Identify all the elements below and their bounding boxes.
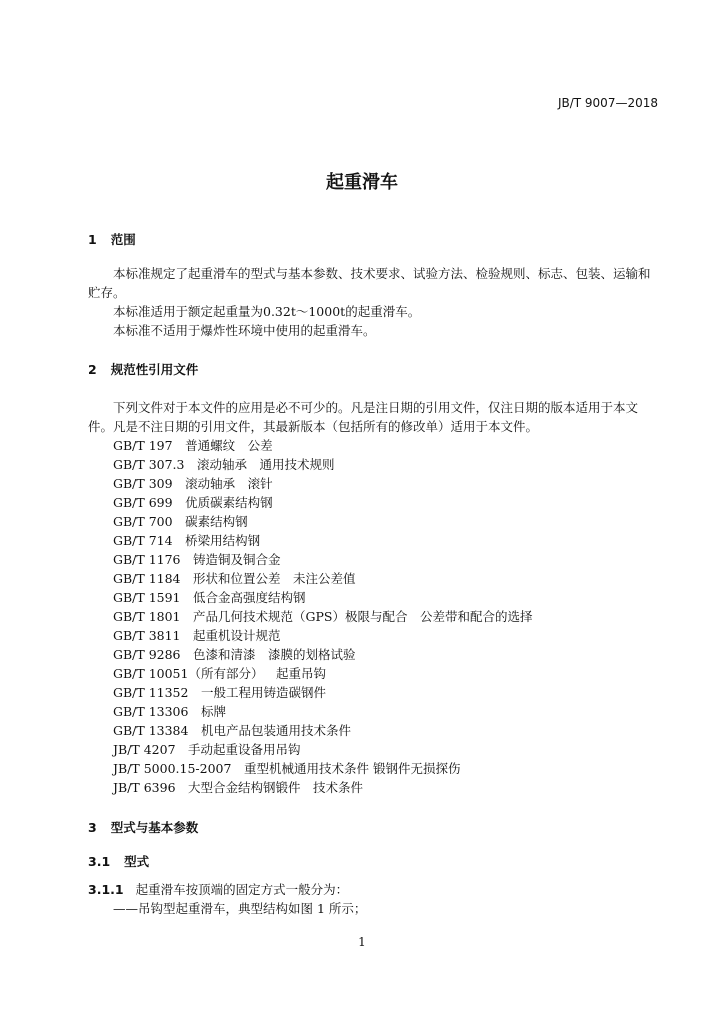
reference-item <box>113 702 533 721</box>
reference-code: GB/T 714 <box>113 533 173 548</box>
section-1-number: 1 <box>88 232 97 247</box>
section-2-intro: 下列文件对于本文件的应用是必不可少的。凡是注日期的引用文件，仅注日期的版本适用于本文件。凡是不注日期的引用文件，其最新版本（包括所有的修改单）适用于本文件。 <box>88 400 639 434</box>
section-2-number: 2 <box>88 362 97 377</box>
reference-title: 碳素结构钢 <box>185 514 248 529</box>
reference-code: JB/T 6396 <box>113 780 176 795</box>
reference-item <box>113 740 533 759</box>
section-3-1-number: 3.1 <box>88 854 111 869</box>
reference-code: GB/T 11352 <box>113 685 189 700</box>
reference-item <box>113 436 533 455</box>
reference-code: JB/T 5000.15-2007 <box>113 761 232 776</box>
section-3-1-1-text: 起重滑车按顶端的固定方式一般分为： <box>135 882 349 897</box>
reference-item <box>113 626 533 645</box>
reference-title: 铸造铜及铜合金 <box>193 552 281 567</box>
reference-title: 形状和位置公差 未注公差值 <box>193 571 356 586</box>
section-2-heading <box>88 360 198 378</box>
reference-item <box>113 721 533 740</box>
reference-item <box>113 474 533 493</box>
section-3-1-1-clause <box>88 880 348 899</box>
reference-item <box>113 588 533 607</box>
reference-code: GB/T 197 <box>113 438 173 453</box>
section-1-para-1: 本标准规定了起重滑车的型式与基本参数、技术要求、试验方法、检验规则、标志、包装、运输和贮存。 <box>88 266 651 300</box>
reference-code: GB/T 309 <box>113 476 173 491</box>
reference-code: GB/T 1184 <box>113 571 181 586</box>
reference-title: 重型机械通用技术条件 锻钢件无损探伤 <box>243 761 461 776</box>
reference-code: GB/T 1801 <box>113 609 181 624</box>
reference-title: 普通螺纹 公差 <box>185 438 273 453</box>
reference-item <box>113 683 533 702</box>
reference-title: 滚动轴承 通用技术规则 <box>197 457 335 472</box>
reference-item <box>113 550 533 569</box>
reference-code: GB/T 10051（所有部分） <box>113 666 264 681</box>
reference-item <box>113 569 533 588</box>
reference-title: 产品几何技术规范（GPS）极限与配合 公差带和配合的选择 <box>193 609 533 624</box>
section-3-1-1-number: 3.1.1 <box>88 882 124 897</box>
reference-title: 机电产品包装通用技术条件 <box>200 723 351 738</box>
reference-title: 手动起重设备用吊钩 <box>188 742 301 757</box>
normative-reference-list <box>113 436 533 797</box>
reference-item <box>113 645 533 664</box>
reference-code: GB/T 9286 <box>113 647 181 662</box>
reference-title: 大型合金结构钢锻件 技术条件 <box>188 780 364 795</box>
reference-item <box>113 759 533 778</box>
section-3-number: 3 <box>88 820 97 835</box>
section-3-1-title: 型式 <box>124 854 150 869</box>
reference-item <box>113 778 533 797</box>
reference-title: 低合金高强度结构钢 <box>193 590 306 605</box>
section-1-title: 范围 <box>110 232 136 247</box>
section-1-para-2: 本标准适用于额定起重量为0.32t～1000t的起重滑车。 <box>113 304 421 319</box>
reference-code: GB/T 1176 <box>113 552 181 567</box>
reference-title: 滚动轴承 滚针 <box>185 476 273 491</box>
reference-code: GB/T 307.3 <box>113 457 185 472</box>
reference-item <box>113 493 533 512</box>
document-code: JB/T 9007—2018 <box>557 96 658 110</box>
reference-code: GB/T 700 <box>113 514 173 529</box>
reference-code: GB/T 3811 <box>113 628 181 643</box>
page-number: 1 <box>358 935 366 949</box>
section-2-title: 规范性引用文件 <box>110 362 199 377</box>
reference-title: 起重机设计规范 <box>193 628 281 643</box>
reference-code: GB/T 13384 <box>113 723 189 738</box>
reference-item <box>113 455 533 474</box>
reference-title: 优质碳素结构钢 <box>185 495 273 510</box>
reference-code: GB/T 1591 <box>113 590 181 605</box>
section-3-1-heading <box>88 852 149 870</box>
section-3-heading <box>88 818 198 836</box>
reference-title: 标牌 <box>200 704 226 719</box>
reference-item <box>113 664 533 683</box>
reference-title: 桥梁用结构钢 <box>185 533 261 548</box>
reference-title: 一般工程用铸造碳钢件 <box>200 685 326 700</box>
reference-title: 起重吊钩 <box>275 666 326 681</box>
reference-code: GB/T 13306 <box>113 704 189 719</box>
reference-item <box>113 531 533 550</box>
reference-code: GB/T 699 <box>113 495 173 510</box>
section-3-title: 型式与基本参数 <box>110 820 199 835</box>
document-title: 起重滑车 <box>326 172 398 193</box>
section-1-para-3: 本标准不适用于爆炸性环境中使用的起重滑车。 <box>113 323 376 338</box>
reference-item <box>113 512 533 531</box>
reference-title: 色漆和清漆 漆膜的划格试验 <box>193 647 356 662</box>
section-1-heading <box>88 230 136 248</box>
reference-item <box>113 607 533 626</box>
section-3-1-1-list-item: ——吊钩型起重滑车，典型结构如图 1 所示； <box>113 901 367 916</box>
reference-code: JB/T 4207 <box>113 742 176 757</box>
